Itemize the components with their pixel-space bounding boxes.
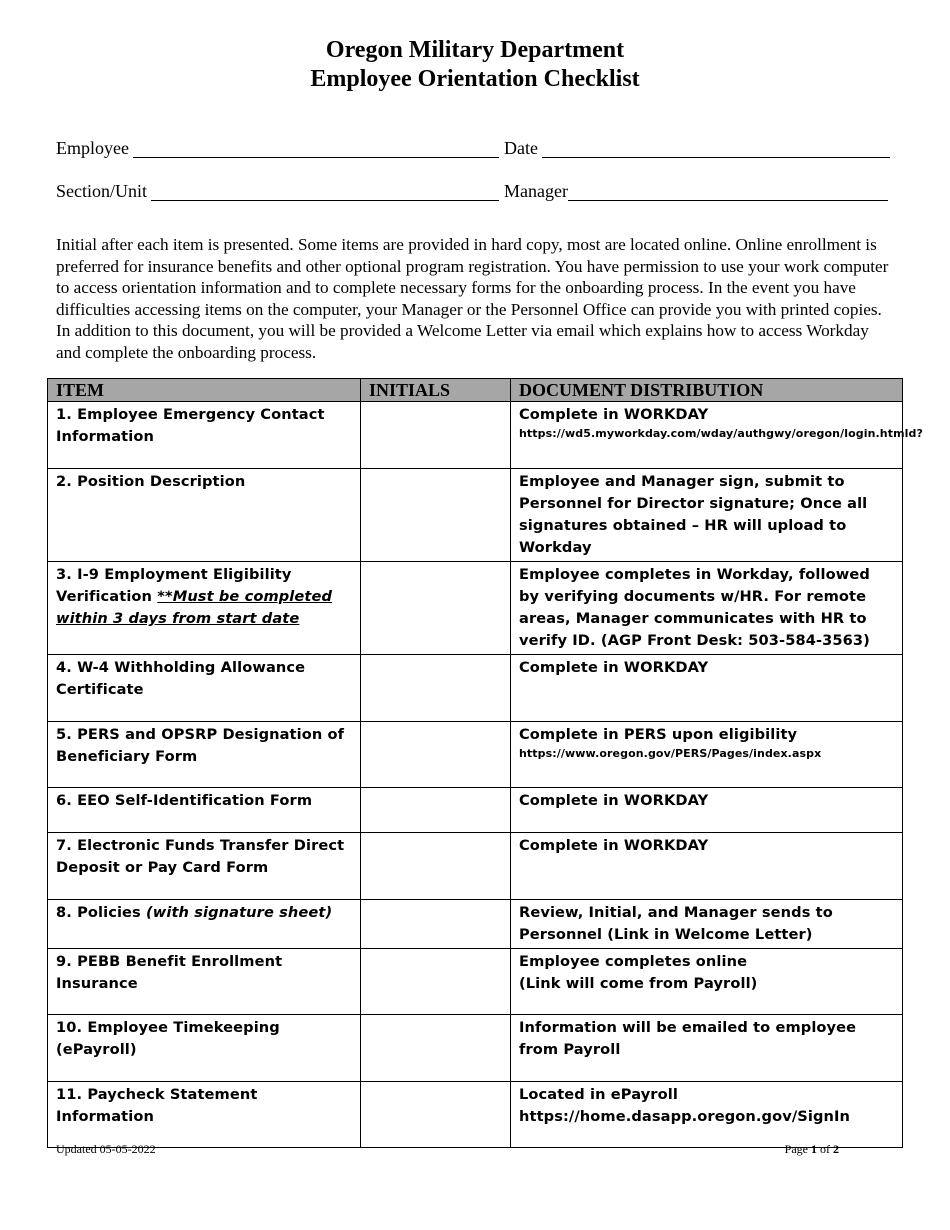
item-text: 2. Position Description bbox=[56, 473, 246, 490]
table-row bbox=[48, 900, 903, 949]
table-row bbox=[48, 469, 903, 562]
distribution-text: Information will be emailed to employee from Payroll bbox=[519, 1019, 857, 1058]
distribution-note: (Link will come from Payroll) bbox=[519, 975, 758, 992]
distribution-phone: (AGP Front Desk: 503-584-3563) bbox=[600, 632, 870, 649]
distribution-cell bbox=[511, 1015, 903, 1082]
table-row bbox=[48, 1015, 903, 1082]
item-cell bbox=[48, 788, 361, 833]
header-initials: INITIALS bbox=[361, 379, 511, 402]
header-document-distribution: DOCUMENT DISTRIBUTION bbox=[511, 379, 903, 402]
item-cell bbox=[48, 402, 361, 469]
employee-label: Employee bbox=[56, 138, 129, 158]
employee-line[interactable] bbox=[133, 140, 499, 158]
manager-field[interactable] bbox=[504, 177, 888, 201]
section-unit-field[interactable] bbox=[56, 177, 499, 201]
item-text: 4. W-4 Withholding Allowance Certificate bbox=[56, 659, 306, 698]
initials-cell[interactable] bbox=[361, 1082, 511, 1148]
item-cell bbox=[48, 949, 361, 1015]
table-row bbox=[48, 833, 903, 900]
distribution-cell bbox=[511, 1082, 903, 1148]
title-line-2: Employee Orientation Checklist bbox=[310, 66, 640, 92]
distribution-cell bbox=[511, 655, 903, 722]
item-text: 6. EEO Self-Identification Form bbox=[56, 792, 313, 809]
table-row bbox=[48, 788, 903, 833]
initials-cell[interactable] bbox=[361, 722, 511, 788]
item-text: 8. Policies bbox=[56, 904, 141, 921]
employee-field[interactable] bbox=[56, 134, 499, 158]
field-row-2 bbox=[56, 177, 890, 201]
distribution-cell bbox=[511, 900, 903, 949]
initials-cell[interactable] bbox=[361, 402, 511, 469]
item-cell bbox=[48, 562, 361, 655]
distribution-text: Employee completes online bbox=[519, 953, 748, 970]
table-row bbox=[48, 1082, 903, 1148]
table-row bbox=[48, 722, 903, 788]
page-current: 1 bbox=[811, 1142, 817, 1156]
epayroll-link[interactable]: https://home.dasapp.oregon.gov/SignIn bbox=[519, 1108, 851, 1125]
initials-cell[interactable] bbox=[361, 562, 511, 655]
distribution-text: Review, Initial, and Manager sends to Personnel (Link in Welcome Letter) bbox=[519, 904, 833, 943]
item-cell bbox=[48, 655, 361, 722]
table-header-row bbox=[48, 379, 903, 402]
field-row-1 bbox=[56, 134, 890, 158]
table-row bbox=[48, 655, 903, 722]
page-number bbox=[785, 1142, 839, 1157]
distribution-cell bbox=[511, 788, 903, 833]
item-cell bbox=[48, 900, 361, 949]
distribution-text: Complete in WORKDAY bbox=[519, 837, 709, 854]
orientation-checklist-table bbox=[47, 378, 923, 1148]
item-cell bbox=[48, 469, 361, 562]
distribution-text: Complete in WORKDAY bbox=[519, 406, 709, 423]
distribution-cell bbox=[511, 949, 903, 1015]
item-note: **Must be completed within 3 days from start date bbox=[56, 588, 333, 627]
distribution-text: Employee completes in Workday, followed by verifying documents w/HR. For remote areas, Manager communicates with HR to verify ID. bbox=[519, 566, 870, 649]
page-prefix: Page bbox=[784, 1142, 808, 1156]
distribution-cell bbox=[511, 562, 903, 655]
pers-link[interactable]: https://www.oregon.gov/PERS/Pages/index.aspx bbox=[519, 747, 822, 760]
distribution-cell bbox=[511, 402, 923, 469]
distribution-text: Complete in WORKDAY bbox=[519, 659, 709, 676]
initials-cell[interactable] bbox=[361, 655, 511, 722]
manager-line[interactable] bbox=[568, 183, 888, 201]
item-text: 3. I-9 Employment Eligibility Verification bbox=[56, 566, 292, 605]
item-text: 11. Paycheck Statement Information bbox=[56, 1086, 258, 1125]
date-label: Date bbox=[504, 138, 538, 158]
table-row bbox=[48, 949, 903, 1015]
updated-date: Updated 05-05-2022 bbox=[56, 1142, 156, 1156]
intro-paragraph: Initial after each item is presented. Some items are provided in hard copy, most are located online. Online enrollment is preferred for insurance benefits and other optional program registration. You have permission to use your work computer to access orientation information and to complete necessary forms for the onboarding process. In the event you have difficulties accessing items on the computer, your Manager or the Personnel Office can provide you with printed copies. In addition to this document, you will be provided a Welcome Letter via email which explains how to access Workday and complete the onboarding process. bbox=[56, 235, 889, 362]
item-cell bbox=[48, 833, 361, 900]
date-line[interactable] bbox=[542, 140, 890, 158]
initials-cell[interactable] bbox=[361, 1015, 511, 1082]
initials-cell[interactable] bbox=[361, 900, 511, 949]
table-row bbox=[48, 562, 903, 655]
distribution-cell bbox=[511, 722, 903, 788]
section-unit-label: Section/Unit bbox=[56, 181, 147, 201]
header-item: ITEM bbox=[48, 379, 361, 402]
distribution-text: Complete in WORKDAY bbox=[519, 792, 709, 809]
page-title bbox=[0, 36, 950, 94]
item-text: 7. Electronic Funds Transfer Direct Deposit or Pay Card Form bbox=[56, 837, 345, 876]
section-unit-line[interactable] bbox=[151, 183, 499, 201]
distribution-cell bbox=[511, 469, 903, 562]
item-text: 10. Employee Timekeeping (ePayroll) bbox=[56, 1019, 280, 1058]
initials-cell[interactable] bbox=[361, 833, 511, 900]
date-field[interactable] bbox=[504, 134, 890, 158]
initials-cell[interactable] bbox=[361, 469, 511, 562]
item-text: 9. PEBB Benefit Enrollment Insurance bbox=[56, 953, 283, 992]
item-cell bbox=[48, 722, 361, 788]
item-text: 5. PERS and OPSRP Designation of Beneficiary Form bbox=[56, 726, 345, 765]
distribution-text: Located in ePayroll bbox=[519, 1086, 678, 1103]
distribution-text: Complete in PERS upon eligibility bbox=[519, 726, 798, 743]
page-of: of bbox=[820, 1142, 830, 1156]
workday-link[interactable]: https://wd5.myworkday.com/wday/authgwy/oregon/login.htmld? bbox=[519, 427, 923, 440]
title-line-1: Oregon Military Department bbox=[325, 37, 625, 63]
initials-cell[interactable] bbox=[361, 788, 511, 833]
manager-label: Manager bbox=[504, 181, 568, 201]
table-row bbox=[48, 402, 903, 469]
item-note: (with signature sheet) bbox=[146, 904, 333, 921]
initials-cell[interactable] bbox=[361, 949, 511, 1015]
item-cell bbox=[48, 1082, 361, 1148]
item-cell bbox=[48, 1015, 361, 1082]
distribution-text: Employee and Manager sign, submit to Personnel for Director signature; Once all signatures obtained – HR will upload to Workday bbox=[519, 473, 868, 556]
distribution-cell bbox=[511, 833, 903, 900]
item-text: 1. Employee Emergency Contact Information bbox=[56, 406, 325, 445]
page-total: 2 bbox=[833, 1142, 839, 1156]
